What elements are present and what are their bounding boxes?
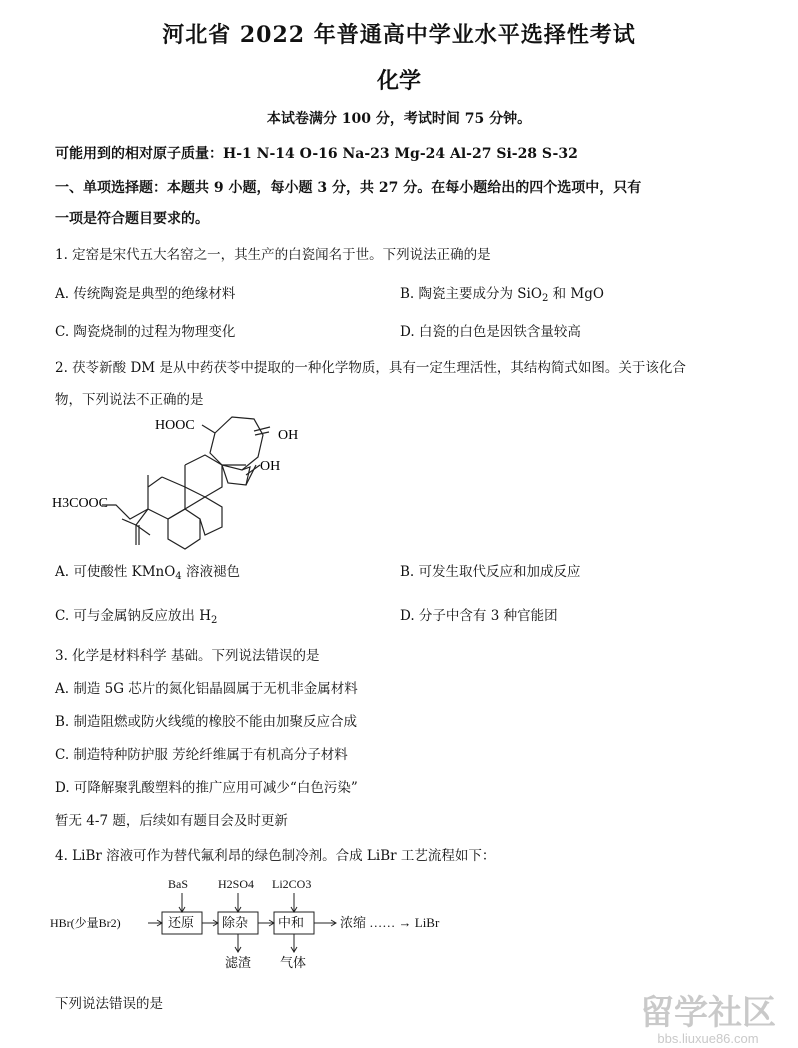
flow-step-neutralize: 中和 [278, 915, 305, 930]
q1-option-d: D. 白瓷的白色是因铁含量较高 [400, 324, 581, 340]
atomic-mass-line: 可能用到的相对原子质量：H-1 N-14 O-16 Na-23 Mg-24 Al-27 Si-28 S-32 [55, 146, 578, 162]
flow-step-reduce: 还原 [168, 915, 195, 930]
q2-option-c-sub: 2 [211, 615, 218, 626]
q2-option-a-tail: 溶液褪色 [181, 564, 240, 580]
label-oh-top: OH [278, 428, 299, 443]
q2-option-c [55, 604, 217, 626]
q3-stem: 3. 化学是材料科学 基础。下列说法错误的是 [55, 648, 320, 664]
exam-title: 河北省 2022 年普通高中学业水平选择性考试 [162, 22, 636, 48]
q3-option-c: C. 制造特种防护服 芳纶纤维属于有机高分子材料 [55, 747, 348, 763]
q4-stem: 4. LiBr 溶液可作为替代氟利昂的绿色制冷剂。合成 LiBr 工艺流程如下： [55, 848, 496, 864]
watermark [640, 995, 776, 1046]
section-heading-line1: 一、单项选择题：本题共 9 小题，每小题 3 分，共 27 分。在每小题给出的四个选项中，只有 [55, 180, 642, 196]
label-h3cooc: H3COOC [52, 496, 109, 511]
label-oh-mid: OH [260, 459, 281, 474]
q1-option-c: C. 陶瓷烧制的过程为物理变化 [55, 324, 236, 340]
q2-option-a-text: A. 可使酸性 KMnO [55, 564, 176, 580]
process-flowchart [50, 872, 490, 972]
flow-reagent-bas: BaS [168, 877, 189, 891]
q2-stem-line2: 物，下列说法不正确的是 [55, 392, 204, 408]
q2-option-d: D. 分子中含有 3 种官能团 [400, 608, 558, 624]
flow-start: HBr(少量Br2) [50, 916, 121, 930]
q2-option-a-sub: 4 [175, 571, 182, 582]
q1-option-b-tail: 和 MgO [548, 286, 604, 302]
molecular-structure [50, 405, 330, 555]
q3-option-d: D. 可降解聚乳酸塑料的推广应用可减少“白色污染” [55, 780, 358, 796]
watermark-main: 留学社区 [640, 994, 776, 1032]
subject-title: 化学 [376, 68, 421, 94]
flow-step-concentrate: 浓缩 …… → LiBr [340, 915, 440, 930]
q1-option-b-sub: 2 [541, 293, 549, 304]
flow-out-residue: 滤渣 [225, 955, 252, 970]
flow-out-gas: 气体 [280, 955, 307, 970]
flow-reagent-li2co3: Li2CO3 [272, 877, 312, 891]
q2-stem-line1: 2. 茯苓新酸 DM 是从中药茯苓中提取的一种化学物质，具有一定生理活性，其结构简式如图。关于该化合 [55, 360, 686, 376]
q1-option-b-text: B. 陶瓷主要成分为 SiO [400, 286, 542, 302]
section-heading-line2: 一项是符合题目要求的。 [55, 211, 209, 227]
q4-tail: 下列说法错误的是 [55, 996, 163, 1012]
exam-info: 本试卷满分 100 分，考试时间 75 分钟。 [266, 111, 532, 127]
structure-bonds [102, 417, 270, 549]
q1-stem: 1. 定窑是宋代五大名窑之一，其生产的白瓷闻名于世。下列说法正确的是 [55, 247, 491, 263]
q3-option-a: A. 制造 5G 芯片的氮化铝晶圆属于无机非金属材料 [55, 681, 358, 697]
q2-option-a [55, 560, 240, 582]
flow-reagent-h2so4: H2SO4 [218, 877, 255, 891]
update-note: 暂无 4-7 题，后续如有题目会及时更新 [55, 813, 288, 829]
label-hooc: HOOC [155, 418, 195, 433]
q3-option-b: B. 制造阻燃或防火线缆的橡胶不能由加聚反应合成 [55, 714, 358, 730]
q1-option-a: A. 传统陶瓷是典型的绝缘材料 [55, 286, 236, 302]
q1-option-b [400, 282, 604, 304]
q2-option-c-text: C. 可与金属钠反应放出 H [55, 608, 211, 624]
watermark-url: bbs.liuxue86.com [657, 1031, 759, 1046]
q2-option-b: B. 可发生取代反应和加成反应 [400, 564, 581, 580]
flow-step-purify: 除杂 [222, 915, 249, 930]
